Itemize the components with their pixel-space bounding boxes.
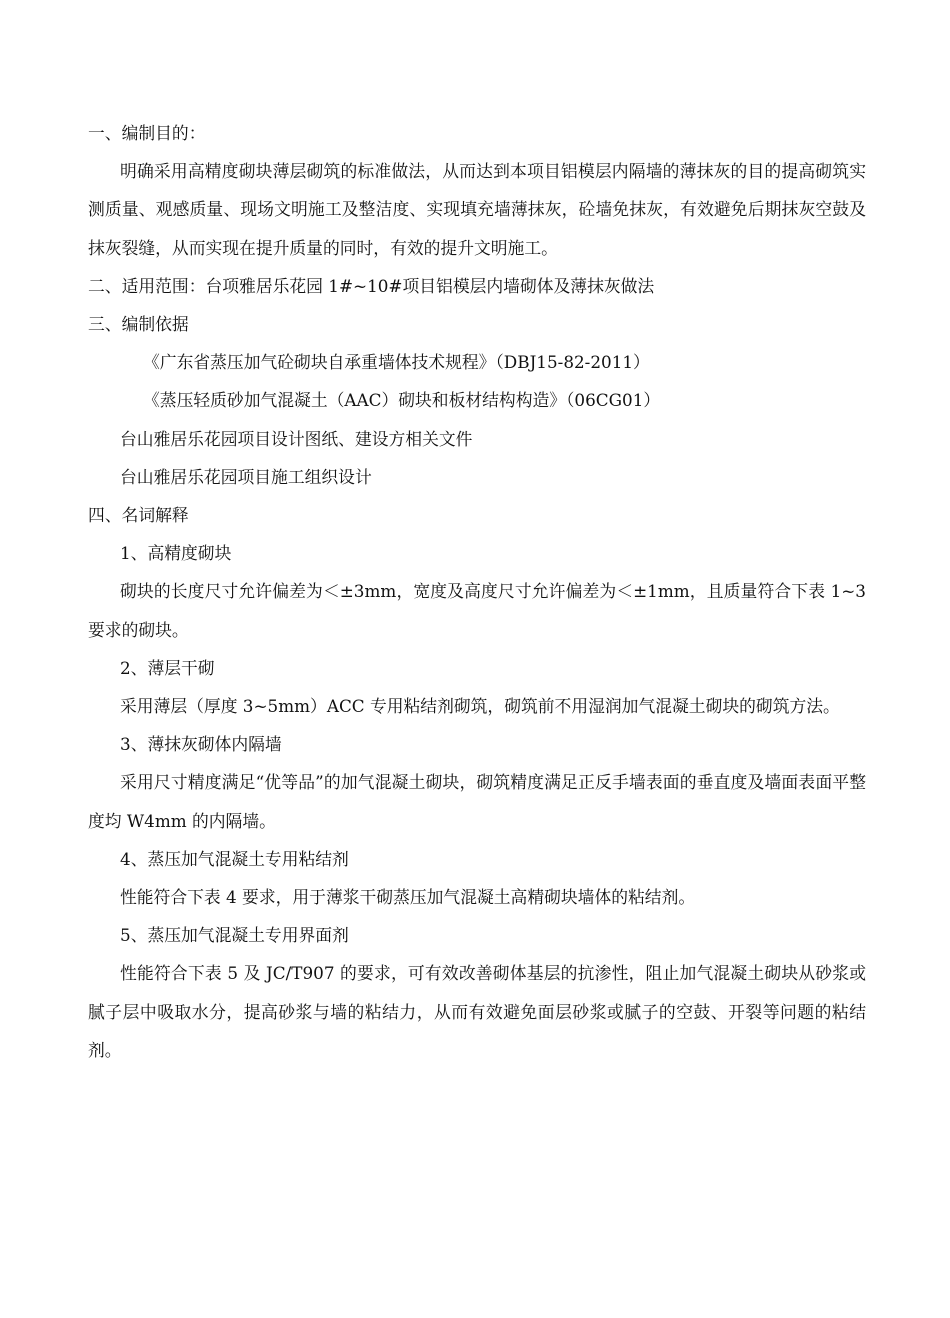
section-heading-terms: 四、名词解释	[88, 505, 189, 526]
term-heading-thin-plaster-wall: 3、薄抹灰砌体内隔墙	[120, 734, 282, 755]
term-body-adhesive: 性能符合下表 4 要求，用于薄浆干砌蒸压加气混凝土高精砌块墙体的粘结剂。	[120, 887, 696, 908]
basis-item-standard-2: 《蒸压轻质砂加气混凝土（AAC）砌块和板材结构构造》（06CG01）	[143, 390, 661, 411]
basis-item-construction-design: 台山雅居乐花园项目施工组织设计	[120, 466, 372, 487]
paragraph-purpose: 明确采用高精度砌块薄层砌筑的标准做法，从而达到本项目铝模层内隔墙的薄抹灰的目的提高砌筑实测质量、观感质量、现场文明施工及整洁度、实现填充墙薄抹灰，砼墙免抹灰，有效避免后期抹灰空鼓及抹灰裂缝，从而实现在提升质量的同时，有效的提升文明施工。	[88, 161, 866, 258]
term-heading-thin-layer-dry: 2、薄层干砌	[120, 657, 215, 678]
section-heading-purpose: 一、编制目的：	[88, 123, 206, 143]
term-heading-interface-agent: 5、蒸压加气混凝土专用界面剂	[120, 925, 349, 946]
term-body-thin-plaster-wall: 采用尺寸精度满足“优等品”的加气混凝土砌块，砌筑精度满足正反手墙表面的垂直度及墙面表面平整度均 W4mm 的内隔墙。	[88, 772, 866, 831]
section-heading-scope: 二、适用范围：台项雅居乐花园 1#~10#项目铝模层内墙砌体及薄抹灰做法	[88, 275, 655, 296]
section-heading-basis: 三、编制依据	[88, 314, 189, 335]
term-heading-adhesive: 4、蒸压加气混凝土专用粘结剂	[120, 848, 349, 869]
term-body-interface-agent: 性能符合下表 5 及 JC/T907 的要求，可有效改善砌体基层的抗渗性，阻止加气混凝土砌块从砂浆或腻子层中吸取水分，提高砂浆与墙的粘结力，从而有效避免面层砂浆或腻子的空鼓、开裂等问题的粘结剂。	[88, 963, 866, 1060]
term-heading-high-precision-block: 1、高精度砌块	[120, 543, 232, 564]
term-body-high-precision-block: 砌块的长度尺寸允许偏差为＜±3mm，宽度及高度尺寸允许偏差为＜±1mm，且质量符合下表 1~3 要求的砌块。	[88, 581, 866, 640]
basis-item-drawings: 台山雅居乐花园项目设计图纸、建设方相关文件	[120, 428, 473, 449]
term-body-thin-layer-dry: 采用薄层（厚度 3~5mm）ACC 专用粘结剂砌筑，砌筑前不用湿润加气混凝土砌块的砌筑方法。	[120, 696, 840, 717]
basis-item-standard-1: 《广东省蒸压加气砼砌块自承重墙体技术规程》（DBJ15-82-2011）	[143, 352, 650, 373]
